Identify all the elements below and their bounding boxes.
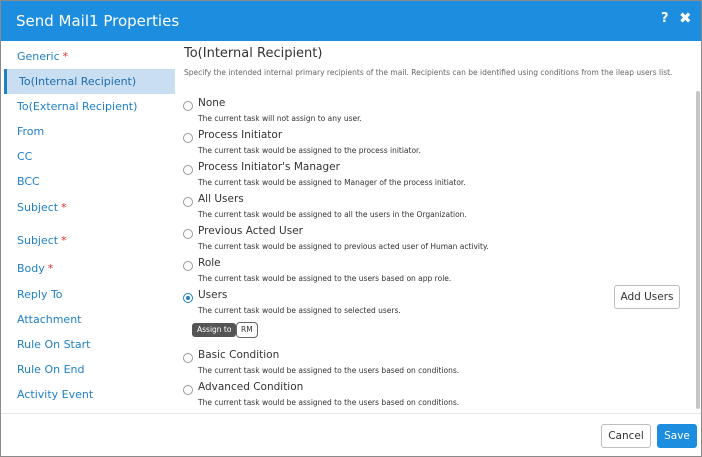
- option-previous-acted-user: [182, 225, 682, 255]
- option-description: The current task would be assigned to the process initiator.: [198, 146, 421, 155]
- section-title: To(Internal Recipient): [184, 46, 323, 61]
- option-process-initiator: [182, 129, 682, 159]
- radio-users[interactable]: [183, 293, 193, 303]
- option-description: The current task would be assigned to the users based on conditions.: [198, 366, 460, 375]
- section-description: Specify the intended internal primary recipients of the mail. Recipients can be identified using conditions from the ileap users list.: [184, 68, 673, 77]
- sidebar: [4, 43, 176, 413]
- option-basic-condition: [182, 349, 682, 379]
- assigned-user-chip[interactable]: RM: [236, 322, 258, 338]
- option-label: Role: [198, 257, 221, 269]
- sidebar-item-reply-to[interactable]: Reply To: [17, 288, 63, 301]
- help-icon[interactable]: ?: [661, 11, 669, 26]
- option-label: Process Initiator: [198, 129, 283, 141]
- close-icon[interactable]: ✖: [679, 9, 692, 27]
- sidebar-item-to-external-recipient[interactable]: To(External Recipient): [17, 100, 138, 113]
- sidebar-item-to-internal-recipient[interactable]: To(Internal Recipient): [4, 69, 175, 94]
- option-none: [182, 97, 682, 127]
- add-users-button[interactable]: Add Users: [614, 285, 680, 309]
- option-label: Process Initiator's Manager: [198, 161, 340, 173]
- radio-none[interactable]: [183, 101, 193, 111]
- option-description: The current task would be assigned to Manager of the process initiator.: [198, 178, 466, 187]
- option-users: [182, 289, 682, 319]
- radio-previous-acted-user[interactable]: [183, 229, 193, 239]
- radio-process-initiators-manager[interactable]: [183, 165, 193, 175]
- content-panel: [176, 43, 701, 413]
- radio-all-users[interactable]: [183, 197, 193, 207]
- required-mark: *: [62, 50, 69, 63]
- option-description: The current task would be assigned to the users based on app role.: [198, 274, 452, 283]
- sidebar-item-generic[interactable]: Generic *: [17, 50, 69, 63]
- sidebar-item-bcc[interactable]: BCC: [17, 175, 40, 188]
- sidebar-item-cc[interactable]: CC: [17, 150, 33, 163]
- required-mark: *: [61, 201, 67, 214]
- option-label: Previous Acted User: [198, 225, 303, 237]
- cancel-button[interactable]: Cancel: [601, 424, 651, 448]
- radio-process-initiator[interactable]: [183, 133, 193, 143]
- option-description: The current task would be assigned to selected users.: [198, 306, 401, 315]
- option-role: [182, 257, 682, 287]
- option-label: Users: [198, 289, 228, 301]
- save-button[interactable]: Save: [657, 424, 697, 448]
- option-label: None: [198, 97, 226, 109]
- option-label: All Users: [198, 193, 244, 205]
- option-label: Basic Condition: [198, 349, 280, 361]
- sidebar-item-body[interactable]: Body *: [17, 262, 54, 275]
- option-advanced-condition: [182, 381, 682, 411]
- sidebar-item-rule-on-start[interactable]: Rule On Start: [17, 338, 91, 351]
- option-description: The current task would be assigned to previous acted user of Human activity.: [198, 242, 489, 251]
- assign-to-badge: Assign to: [192, 323, 236, 337]
- option-label: Advanced Condition: [198, 381, 304, 393]
- sidebar-item-activity-event[interactable]: Activity Event: [17, 388, 94, 401]
- required-mark: *: [47, 262, 54, 275]
- options-list: [176, 91, 701, 411]
- sidebar-item-from[interactable]: From: [17, 125, 45, 138]
- footer-divider: [1, 413, 701, 414]
- required-mark: *: [61, 234, 67, 247]
- sidebar-item-subject[interactable]: Subject *: [17, 201, 67, 214]
- option-description: The current task would be assigned to the users based on conditions.: [198, 398, 460, 407]
- sidebar-item-rule-on-end[interactable]: Rule On End: [17, 363, 85, 376]
- sidebar-item-subject-2[interactable]: Subject *: [17, 234, 67, 247]
- option-process-initiators-manager: [182, 161, 682, 191]
- radio-advanced-condition[interactable]: [183, 385, 193, 395]
- option-description: The current task would be assigned to all the users in the Organization.: [198, 210, 467, 219]
- sidebar-item-attachment[interactable]: Attachment: [17, 313, 82, 326]
- option-description: The current task will not assign to any user.: [198, 114, 362, 123]
- dialog-title: Send Mail1 Properties: [16, 12, 180, 30]
- radio-role[interactable]: [183, 261, 193, 271]
- dialog-titlebar: [1, 1, 701, 41]
- vertical-scrollbar[interactable]: [696, 91, 700, 409]
- option-all-users: [182, 193, 682, 223]
- radio-basic-condition[interactable]: [183, 353, 193, 363]
